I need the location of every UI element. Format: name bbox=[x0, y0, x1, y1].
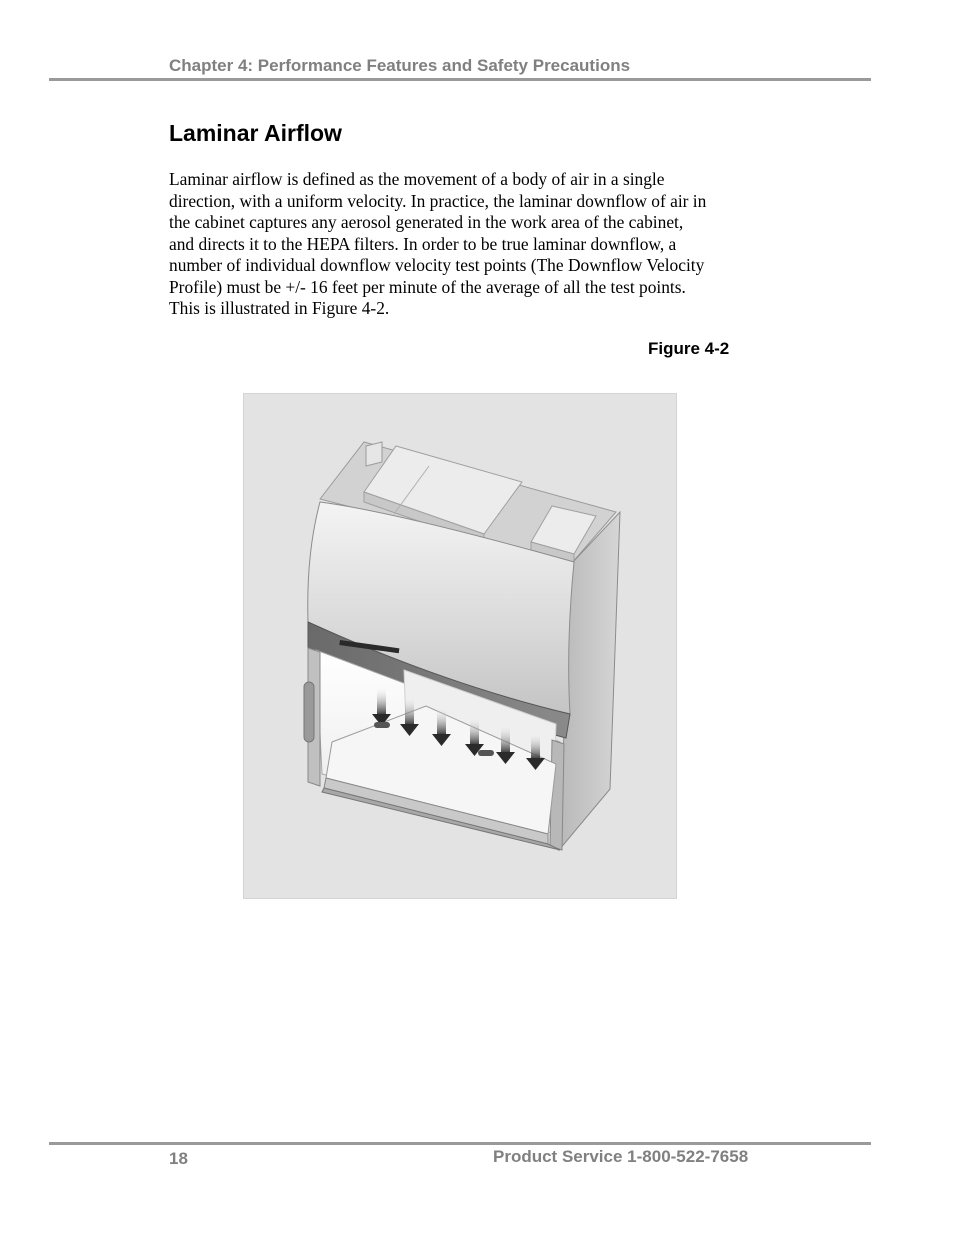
paragraph-line: and directs it to the HEPA filters. In order to be true laminar downflow, a bbox=[169, 233, 677, 254]
biosafety-cabinet-drawing bbox=[244, 394, 676, 898]
chapter-header: Chapter 4: Performance Features and Safety Precautions bbox=[169, 56, 631, 75]
paragraph-line: direction, with a uniform velocity. In practice, the laminar downflow of air in bbox=[169, 190, 707, 211]
paragraph-line: the cabinet captures any aerosol generated in the work area of the cabinet, bbox=[169, 212, 684, 232]
figure-caption: Figure 4-2 bbox=[648, 339, 730, 358]
header-rule bbox=[49, 78, 871, 81]
footer-service-contact: Product Service 1-800-522-7658 bbox=[493, 1147, 749, 1166]
section-title: Laminar Airflow bbox=[169, 120, 342, 146]
page-number: 18 bbox=[169, 1149, 188, 1168]
paragraph-line: This is illustrated in Figure 4-2. bbox=[169, 298, 390, 318]
paragraph-line: Profile) must be +/- 16 feet per minute of the average of all the test points. bbox=[169, 276, 686, 297]
paragraph-line: number of individual downflow velocity test points (The Downflow Velocity bbox=[169, 255, 705, 275]
paragraph-line: Laminar airflow is defined as the movement of a body of air in a single bbox=[169, 169, 665, 189]
figure-illustration bbox=[243, 393, 677, 899]
footer-rule bbox=[49, 1142, 871, 1145]
body-paragraph bbox=[169, 169, 759, 320]
